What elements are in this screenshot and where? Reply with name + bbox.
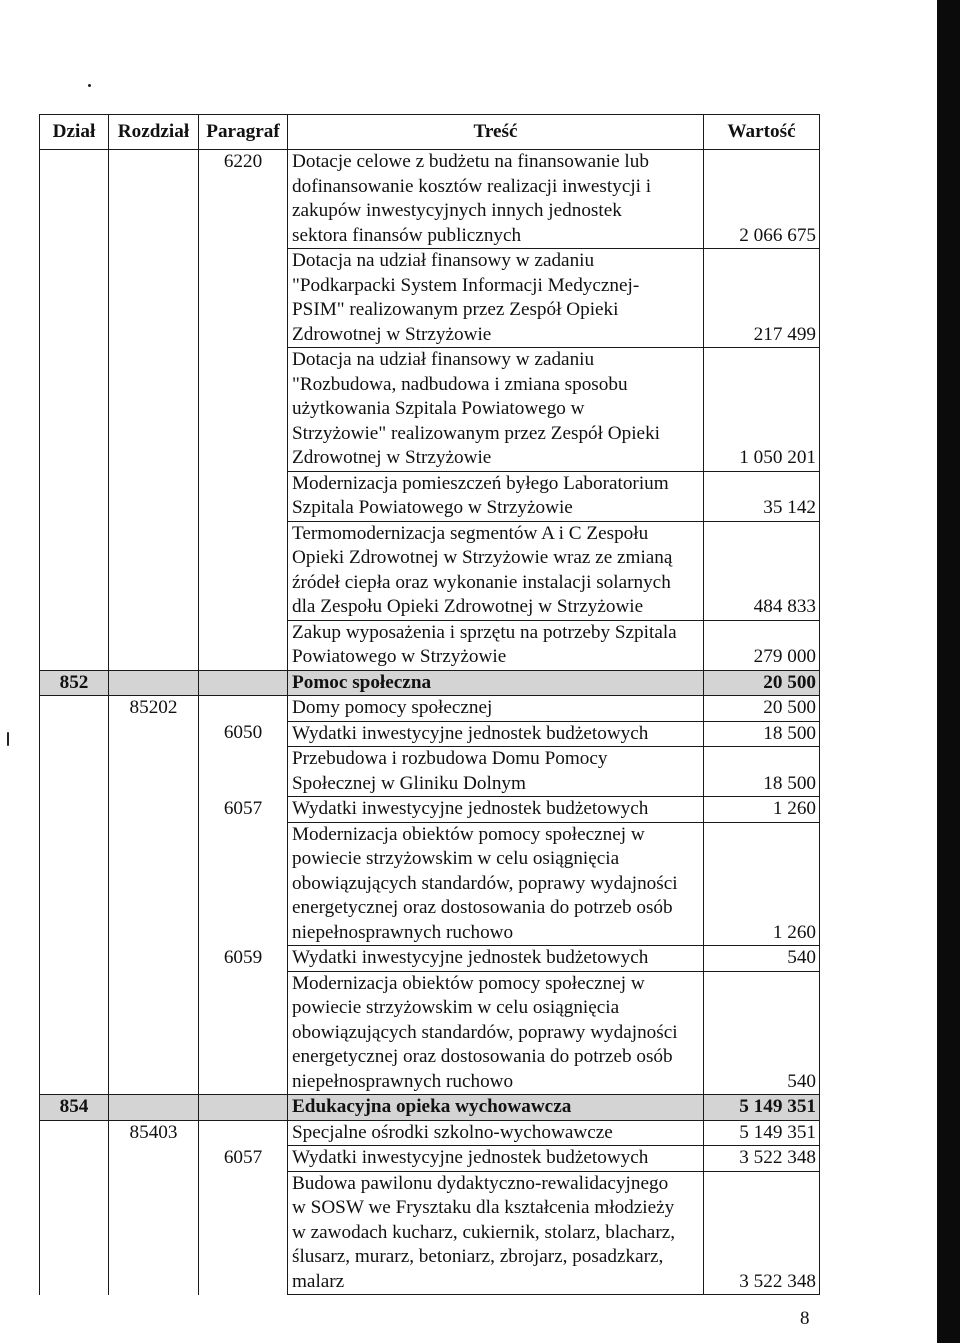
- cell-paragraf: [199, 971, 288, 1095]
- cell-wartosc: 20 500: [704, 696, 820, 722]
- cell-rozdzial: [109, 1146, 199, 1172]
- cell-wartosc: 540: [704, 946, 820, 972]
- table-row: [40, 471, 820, 521]
- cell-rozdzial: [109, 471, 199, 521]
- cell-paragraf: [199, 670, 288, 696]
- cell-tresc: Przebudowa i rozbudowa Domu Pomocy Społecznej w Gliniku Dolnym: [288, 747, 704, 797]
- cell-tresc: Specjalne ośrodki szkolno-wychowawcze: [288, 1120, 704, 1146]
- cell-paragraf: [199, 747, 288, 797]
- cell-rozdzial: [109, 521, 199, 620]
- cell-rozdzial: [109, 1095, 199, 1121]
- cell-dzial: [40, 521, 109, 620]
- table-row: [40, 721, 820, 747]
- cell-tresc: Edukacyjna opieka wychowawcza: [288, 1095, 704, 1121]
- cell-wartosc: 18 500: [704, 747, 820, 797]
- cell-dzial: [40, 696, 109, 722]
- cell-dzial: 852: [40, 670, 109, 696]
- cell-paragraf: [199, 1120, 288, 1146]
- cell-wartosc: 5 149 351: [704, 1120, 820, 1146]
- cell-rozdzial: 85202: [109, 696, 199, 722]
- cell-rozdzial: [109, 971, 199, 1095]
- cell-dzial: [40, 971, 109, 1095]
- cell-paragraf: 6220: [199, 150, 288, 249]
- cell-dzial: 854: [40, 1095, 109, 1121]
- page-number: 8: [800, 1308, 810, 1329]
- table-row: [40, 521, 820, 620]
- cell-rozdzial: [109, 797, 199, 823]
- cell-paragraf: 6057: [199, 1146, 288, 1172]
- cell-wartosc: 18 500: [704, 721, 820, 747]
- cell-tresc: Wydatki inwestycyjne jednostek budżetowych: [288, 1146, 704, 1172]
- cell-tresc: Domy pomocy społecznej: [288, 696, 704, 722]
- cell-paragraf: [199, 1095, 288, 1121]
- cell-wartosc: 540: [704, 971, 820, 1095]
- cell-wartosc: 3 522 348: [704, 1146, 820, 1172]
- cell-rozdzial: [109, 1171, 199, 1295]
- cell-tresc: Modernizacja pomieszczeń byłego Laboratorium Szpitala Powiatowego w Strzyżowie: [288, 471, 704, 521]
- cell-rozdzial: [109, 249, 199, 348]
- cell-rozdzial: [109, 946, 199, 972]
- cell-dzial: [40, 348, 109, 472]
- cell-paragraf: 6059: [199, 946, 288, 972]
- header-tresc: Treść: [288, 115, 704, 150]
- cell-paragraf: [199, 249, 288, 348]
- cell-paragraf: 6057: [199, 797, 288, 823]
- table-row: [40, 1146, 820, 1172]
- cell-tresc: Modernizacja obiektów pomocy społecznej w powiecie strzyżowskim w celu osiągnięcia obowiązujących standardów, poprawy wydajności energetycznej oraz dostosowania do potrzeb osób niepełnosprawnych ruchowo: [288, 822, 704, 946]
- table-row: [40, 249, 820, 348]
- table-row: [40, 797, 820, 823]
- cell-dzial: [40, 797, 109, 823]
- cell-rozdzial: [109, 348, 199, 472]
- budget-table-container: [39, 114, 820, 1295]
- cell-paragraf: [199, 822, 288, 946]
- cell-tresc: Budowa pawilonu dydaktyczno-rewalidacyjnego w SOSW we Frysztaku dla kształcenia młodzieży w zawodach kucharz, cukiernik, stolarz, blacharz, ślusarz, murarz, betoniarz, zbrojarz, posadzkarz, malarz: [288, 1171, 704, 1295]
- cell-paragraf: [199, 348, 288, 472]
- cell-dzial: [40, 150, 109, 249]
- cell-paragraf: [199, 620, 288, 670]
- cell-tresc: Pomoc społeczna: [288, 670, 704, 696]
- header-paragraf: Paragraf: [199, 115, 288, 150]
- cell-paragraf: [199, 696, 288, 722]
- table-row: [40, 1120, 820, 1146]
- cell-paragraf: 6050: [199, 721, 288, 747]
- cell-tresc: Modernizacja obiektów pomocy społecznej w powiecie strzyżowskim w celu osiągnięcia obowiązujących standardów, poprawy wydajności energetycznej oraz dostosowania do potrzeb osób niepełnosprawnych ruchowo: [288, 971, 704, 1095]
- cell-wartosc: 20 500: [704, 670, 820, 696]
- cell-paragraf: [199, 1171, 288, 1295]
- cell-wartosc: 35 142: [704, 471, 820, 521]
- cell-dzial: [40, 822, 109, 946]
- table-row: [40, 747, 820, 797]
- table-body: [40, 150, 820, 1295]
- table-row: [40, 946, 820, 972]
- cell-wartosc: 3 522 348: [704, 1171, 820, 1295]
- scan-speck: [88, 84, 91, 87]
- cell-wartosc: 5 149 351: [704, 1095, 820, 1121]
- cell-rozdzial: [109, 747, 199, 797]
- table-row: [40, 620, 820, 670]
- cell-rozdzial: [109, 822, 199, 946]
- cell-rozdzial: 85403: [109, 1120, 199, 1146]
- cell-wartosc: 484 833: [704, 521, 820, 620]
- cell-rozdzial: [109, 150, 199, 249]
- cell-dzial: [40, 620, 109, 670]
- section-row: [40, 1095, 820, 1121]
- cell-tresc: Dotacja na udział finansowy w zadaniu "Podkarpacki System Informacji Medycznej- PSIM" realizowanym przez Zespół Opieki Zdrowotnej w Strzyżowie: [288, 249, 704, 348]
- cell-tresc: Wydatki inwestycyjne jednostek budżetowych: [288, 721, 704, 747]
- header-wartosc: Wartość: [704, 115, 820, 150]
- table-row: [40, 348, 820, 472]
- cell-wartosc: 279 000: [704, 620, 820, 670]
- cell-wartosc: 1 260: [704, 822, 820, 946]
- cell-dzial: [40, 747, 109, 797]
- scan-speck: [7, 732, 9, 746]
- cell-rozdzial: [109, 721, 199, 747]
- header-rozdzial: Rozdział: [109, 115, 199, 150]
- section-row: [40, 670, 820, 696]
- cell-dzial: [40, 1171, 109, 1295]
- cell-dzial: [40, 471, 109, 521]
- cell-tresc: Dotacja na udział finansowy w zadaniu "Rozbudowa, nadbudowa i zmiana sposobu użytkowania Szpitala Powiatowego w Strzyżowie" realizowanym przez Zespół Opieki Zdrowotnej w Strzyżowie: [288, 348, 704, 472]
- cell-tresc: Wydatki inwestycyjne jednostek budżetowych: [288, 797, 704, 823]
- table-row: [40, 696, 820, 722]
- cell-dzial: [40, 1146, 109, 1172]
- cell-tresc: Termomodernizacja segmentów A i C Zespołu Opieki Zdrowotnej w Strzyżowie wraz ze zmianą źródeł ciepła oraz wykonanie instalacji solarnych dla Zespołu Opieki Zdrowotnej w Strzyżowie: [288, 521, 704, 620]
- cell-dzial: [40, 946, 109, 972]
- cell-paragraf: [199, 471, 288, 521]
- header-dzial: Dział: [40, 115, 109, 150]
- cell-dzial: [40, 249, 109, 348]
- scan-edge-bar: [937, 0, 960, 1343]
- cell-wartosc: 217 499: [704, 249, 820, 348]
- table-row: [40, 150, 820, 249]
- table-row: [40, 1171, 820, 1295]
- cell-dzial: [40, 721, 109, 747]
- cell-wartosc: 1 260: [704, 797, 820, 823]
- cell-rozdzial: [109, 670, 199, 696]
- cell-wartosc: 1 050 201: [704, 348, 820, 472]
- table-row: [40, 822, 820, 946]
- cell-wartosc: 2 066 675: [704, 150, 820, 249]
- cell-tresc: Wydatki inwestycyjne jednostek budżetowych: [288, 946, 704, 972]
- cell-dzial: [40, 1120, 109, 1146]
- budget-table: [39, 114, 820, 1295]
- cell-tresc: Dotacje celowe z budżetu na finansowanie lub dofinansowanie kosztów realizacji inwestycji i zakupów inwestycyjnych innych jednostek sektora finansów publicznych: [288, 150, 704, 249]
- table-header-row: [40, 115, 820, 150]
- cell-rozdzial: [109, 620, 199, 670]
- cell-paragraf: [199, 521, 288, 620]
- table-row: [40, 971, 820, 1095]
- cell-tresc: Zakup wyposażenia i sprzętu na potrzeby Szpitala Powiatowego w Strzyżowie: [288, 620, 704, 670]
